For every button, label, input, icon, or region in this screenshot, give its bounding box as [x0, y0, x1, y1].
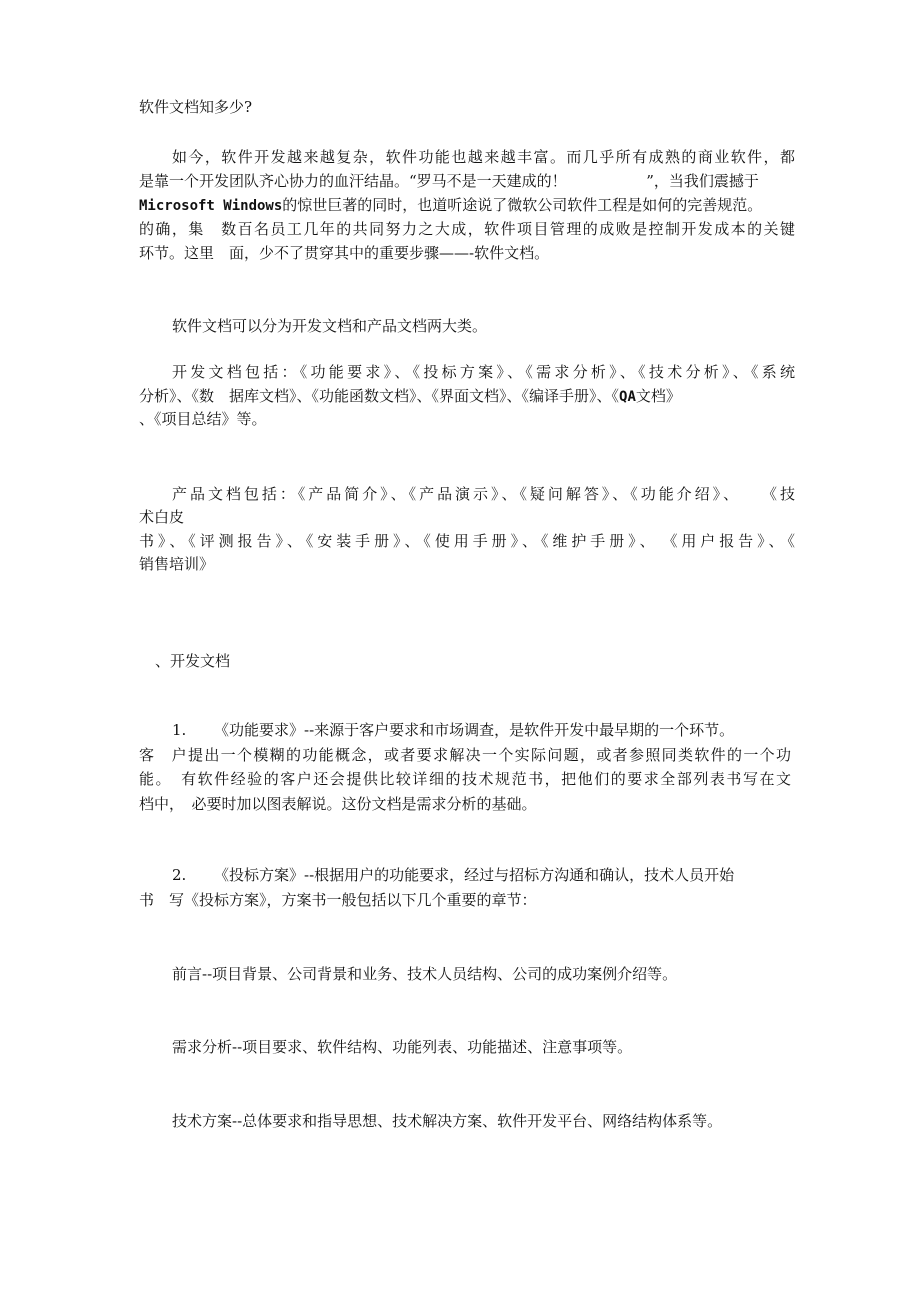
item-1-line-3: 能。 有软件经验的客户还会提供比较详细的技术规范书，把他们的要求全部列表书写在文 [139, 770, 791, 788]
item-1-line-1 [172, 719, 832, 741]
chapter-preface: 前言--项目背景、公司背景和业务、技术人员结构、公司的成功案例介绍等。 [172, 965, 678, 983]
item-2-line-2: 书 写《投标方案》，方案书一般包括以下几个重要的章节： [139, 891, 537, 909]
intro-line-3-text: 的惊世巨著的同时，也道听途说了微软公司软件工程是如何的完善规范。 [282, 196, 763, 214]
intro-line-3 [139, 194, 799, 217]
doc-title: 软件文档知多少? [139, 98, 253, 116]
item-2-number: 2. [172, 866, 187, 884]
dev-docs-line-2 [139, 385, 799, 408]
brand-name: Microsoft Windows [139, 198, 283, 214]
dev-docs-line-2-text: 分析》、《数 据库文档》、《功能函数文档》、《界面文档》、《编译手册》、《 [139, 387, 620, 405]
qa-label: QA [619, 389, 636, 405]
item-1-line-2: 客 户提出一个模糊的功能概念，或者要求解决一个实际问题，或者参照同类软件的一个功 [139, 746, 791, 764]
intro-line-5: 环节。这里 面，少不了贯穿其中的重要步骤——-软件文档。 [139, 244, 550, 262]
item-1-number: 1. [172, 721, 187, 739]
intro-line-2-text: 是靠一个开发团队齐心协力的血汗结晶。“罗马不是一天建成的！ [139, 172, 567, 190]
dev-docs-line-1: 开发文档包括：《功能要求》、《投标方案》、《需求分析》、《技术分析》、《系统 [172, 363, 795, 381]
intro-line-2 [139, 170, 799, 192]
dev-docs-line-3: 、《项目总结》等。 [139, 410, 267, 428]
item-1-line-1-text: 《功能要求》--来源于客户要求和市场调查，是软件开发中最早期的一个环节。 [214, 721, 735, 739]
product-docs-line-4: 销售培训》 [139, 555, 215, 573]
item-2-line-1 [172, 864, 832, 886]
item-2-line-1-text: 《投标方案》--根据用户的功能要求，经过与招标方沟通和确认，技术人员开始 [214, 866, 735, 884]
chapter-technical: 技术方案--总体要求和指导思想、技术解决方案、软件开发平台、网络结构体系等。 [172, 1112, 723, 1130]
product-docs-line-3: 书》、《评测报告》、《安装手册》、《使用手册》、《维护手册》、 《用户报告》、《 [139, 532, 795, 550]
product-docs-line-2: 术白皮 [139, 508, 185, 526]
intro-line-2-end: ”，当我们震撼于 [646, 172, 759, 190]
dev-docs-line-2-end: 文档》 [635, 387, 681, 405]
section-heading: 、开发文档 [155, 652, 231, 670]
item-1-line-4: 档中， 必要时加以图表解说。这份文档是需求分析的基础。 [139, 795, 537, 813]
intro-line-1: 如今，软件开发越来越复杂，软件功能也越来越丰富。而几乎所有成熟的商业软件，都 [172, 148, 795, 166]
chapter-requirements: 需求分析--项目要求、软件结构、功能列表、功能描述、注意事项等。 [172, 1038, 633, 1056]
product-docs-line-1: 产品文档包括：《产品简介》、《产品演示》、《疑问解答》、《功能介绍》、 《技 [172, 485, 795, 503]
categories-line: 软件文档可以分为开发文档和产品文档两大类。 [172, 317, 488, 335]
intro-line-4: 的确，集 数百名员工几年的共同努力之大成，软件项目管理的成败是控制开发成本的关键 [139, 220, 795, 238]
